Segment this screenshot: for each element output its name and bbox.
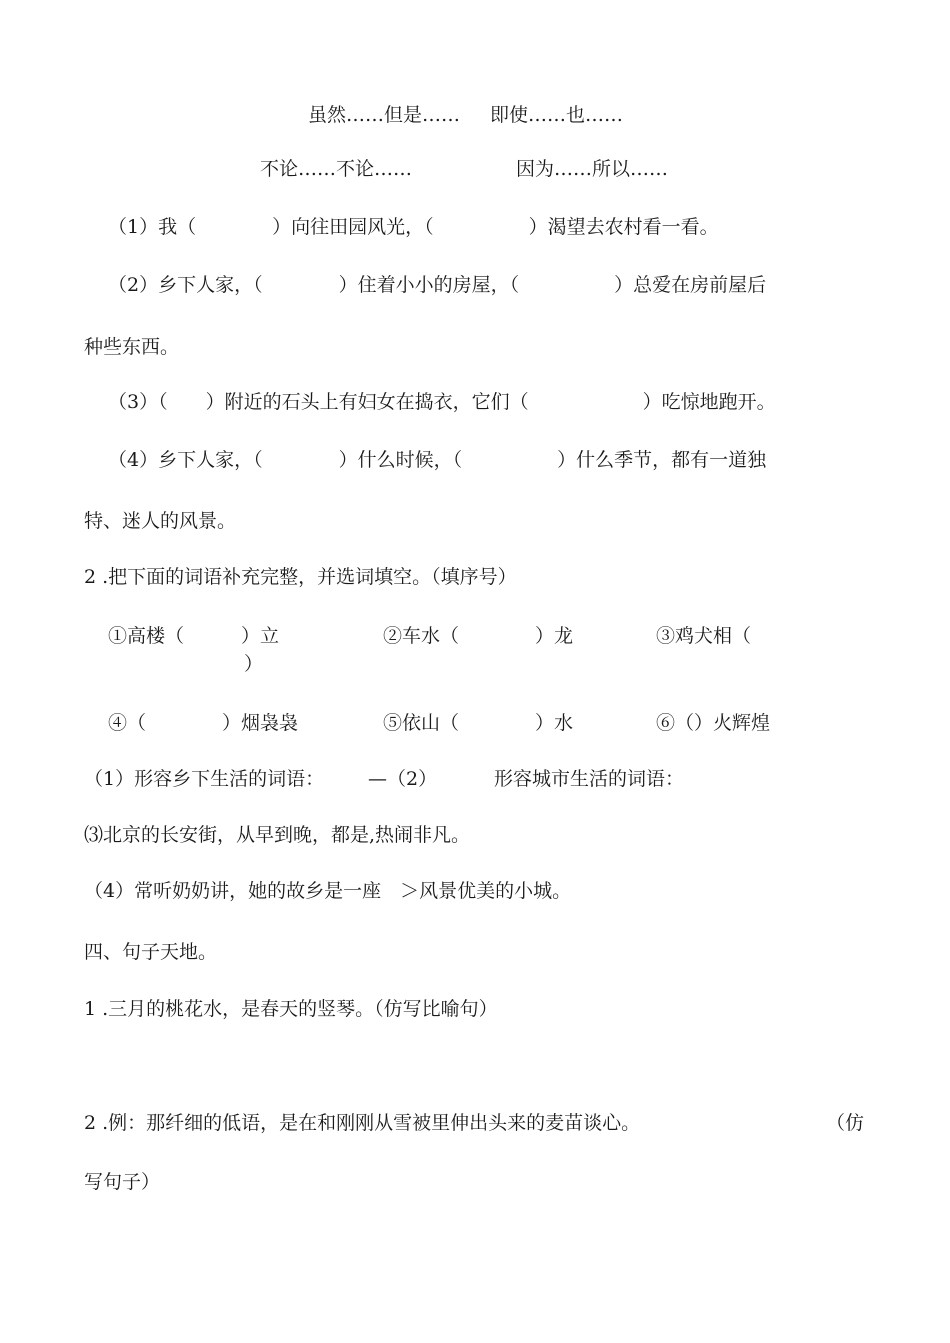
conjunction-1: 虽然……但是…… bbox=[308, 104, 461, 126]
section-4-item-2-note: （仿 bbox=[826, 1112, 865, 1134]
sub-question-4: （4）常听奶奶讲，她的故乡是一座 ＞风景优美的小城。 bbox=[84, 880, 572, 902]
fill-in-question-1: （1）我（ ）向往田园风光，（ ）渴望去农村看一看。 bbox=[108, 216, 719, 238]
fill-in-question-2-cont: 种些东西。 bbox=[84, 336, 180, 358]
fill-in-question-2: （2）乡下人家，（ ）住着小小的房屋，（ ）总爱在房前屋后 bbox=[108, 274, 767, 296]
sub-question-dash: —（2） bbox=[368, 768, 438, 790]
fill-in-question-4-cont: 特、迷人的风景。 bbox=[84, 510, 237, 532]
conjunction-2: 即使……也…… bbox=[490, 104, 624, 126]
word-item-6: ⑥（）火辉煌 bbox=[656, 712, 771, 734]
word-item-3: ③鸡犬相（ bbox=[656, 625, 752, 647]
word-item-1-wrap: ） bbox=[244, 653, 264, 675]
word-item-5: ⑤依山（ ）水 bbox=[383, 712, 574, 734]
section-4-item-2: 2 .例：那纤细的低语，是在和刚刚从雪被里伸出头来的麦苗谈心。 bbox=[84, 1112, 641, 1134]
fill-in-question-3: （3）（ ）附近的石头上有妇女在捣衣，它们（ ）吃惊地跑开。 bbox=[108, 391, 776, 413]
sub-question-3: ⑶北京的长安街，从早到晚，都是,热闹非凡。 bbox=[84, 824, 471, 846]
conjunction-3: 不论……不论…… bbox=[260, 158, 413, 180]
conjunction-4: 因为……所以…… bbox=[516, 158, 669, 180]
word-item-4: ④（ ）烟袅袅 bbox=[108, 712, 299, 734]
word-item-2: ②车水（ ）龙 bbox=[383, 625, 574, 647]
section-4-item-2-note-cont: 写句子） bbox=[84, 1171, 161, 1193]
sub-question-1: （1）形容乡下生活的词语： bbox=[84, 768, 325, 790]
section-2-title: 2 .把下面的词语补充完整，并选词填空。（填序号） bbox=[84, 566, 517, 588]
section-4-item-1: 1 .三月的桃花水，是春天的竖琴。（仿写比喻句） bbox=[84, 998, 498, 1020]
sub-question-2: 形容城市生活的词语： bbox=[494, 768, 685, 790]
section-4-title: 四、句子天地。 bbox=[84, 941, 218, 963]
fill-in-question-4: （4）乡下人家，（ ）什么时候，（ ）什么季节，都有一道独 bbox=[108, 449, 767, 471]
word-item-1: ①高楼（ ）立 bbox=[108, 625, 280, 647]
